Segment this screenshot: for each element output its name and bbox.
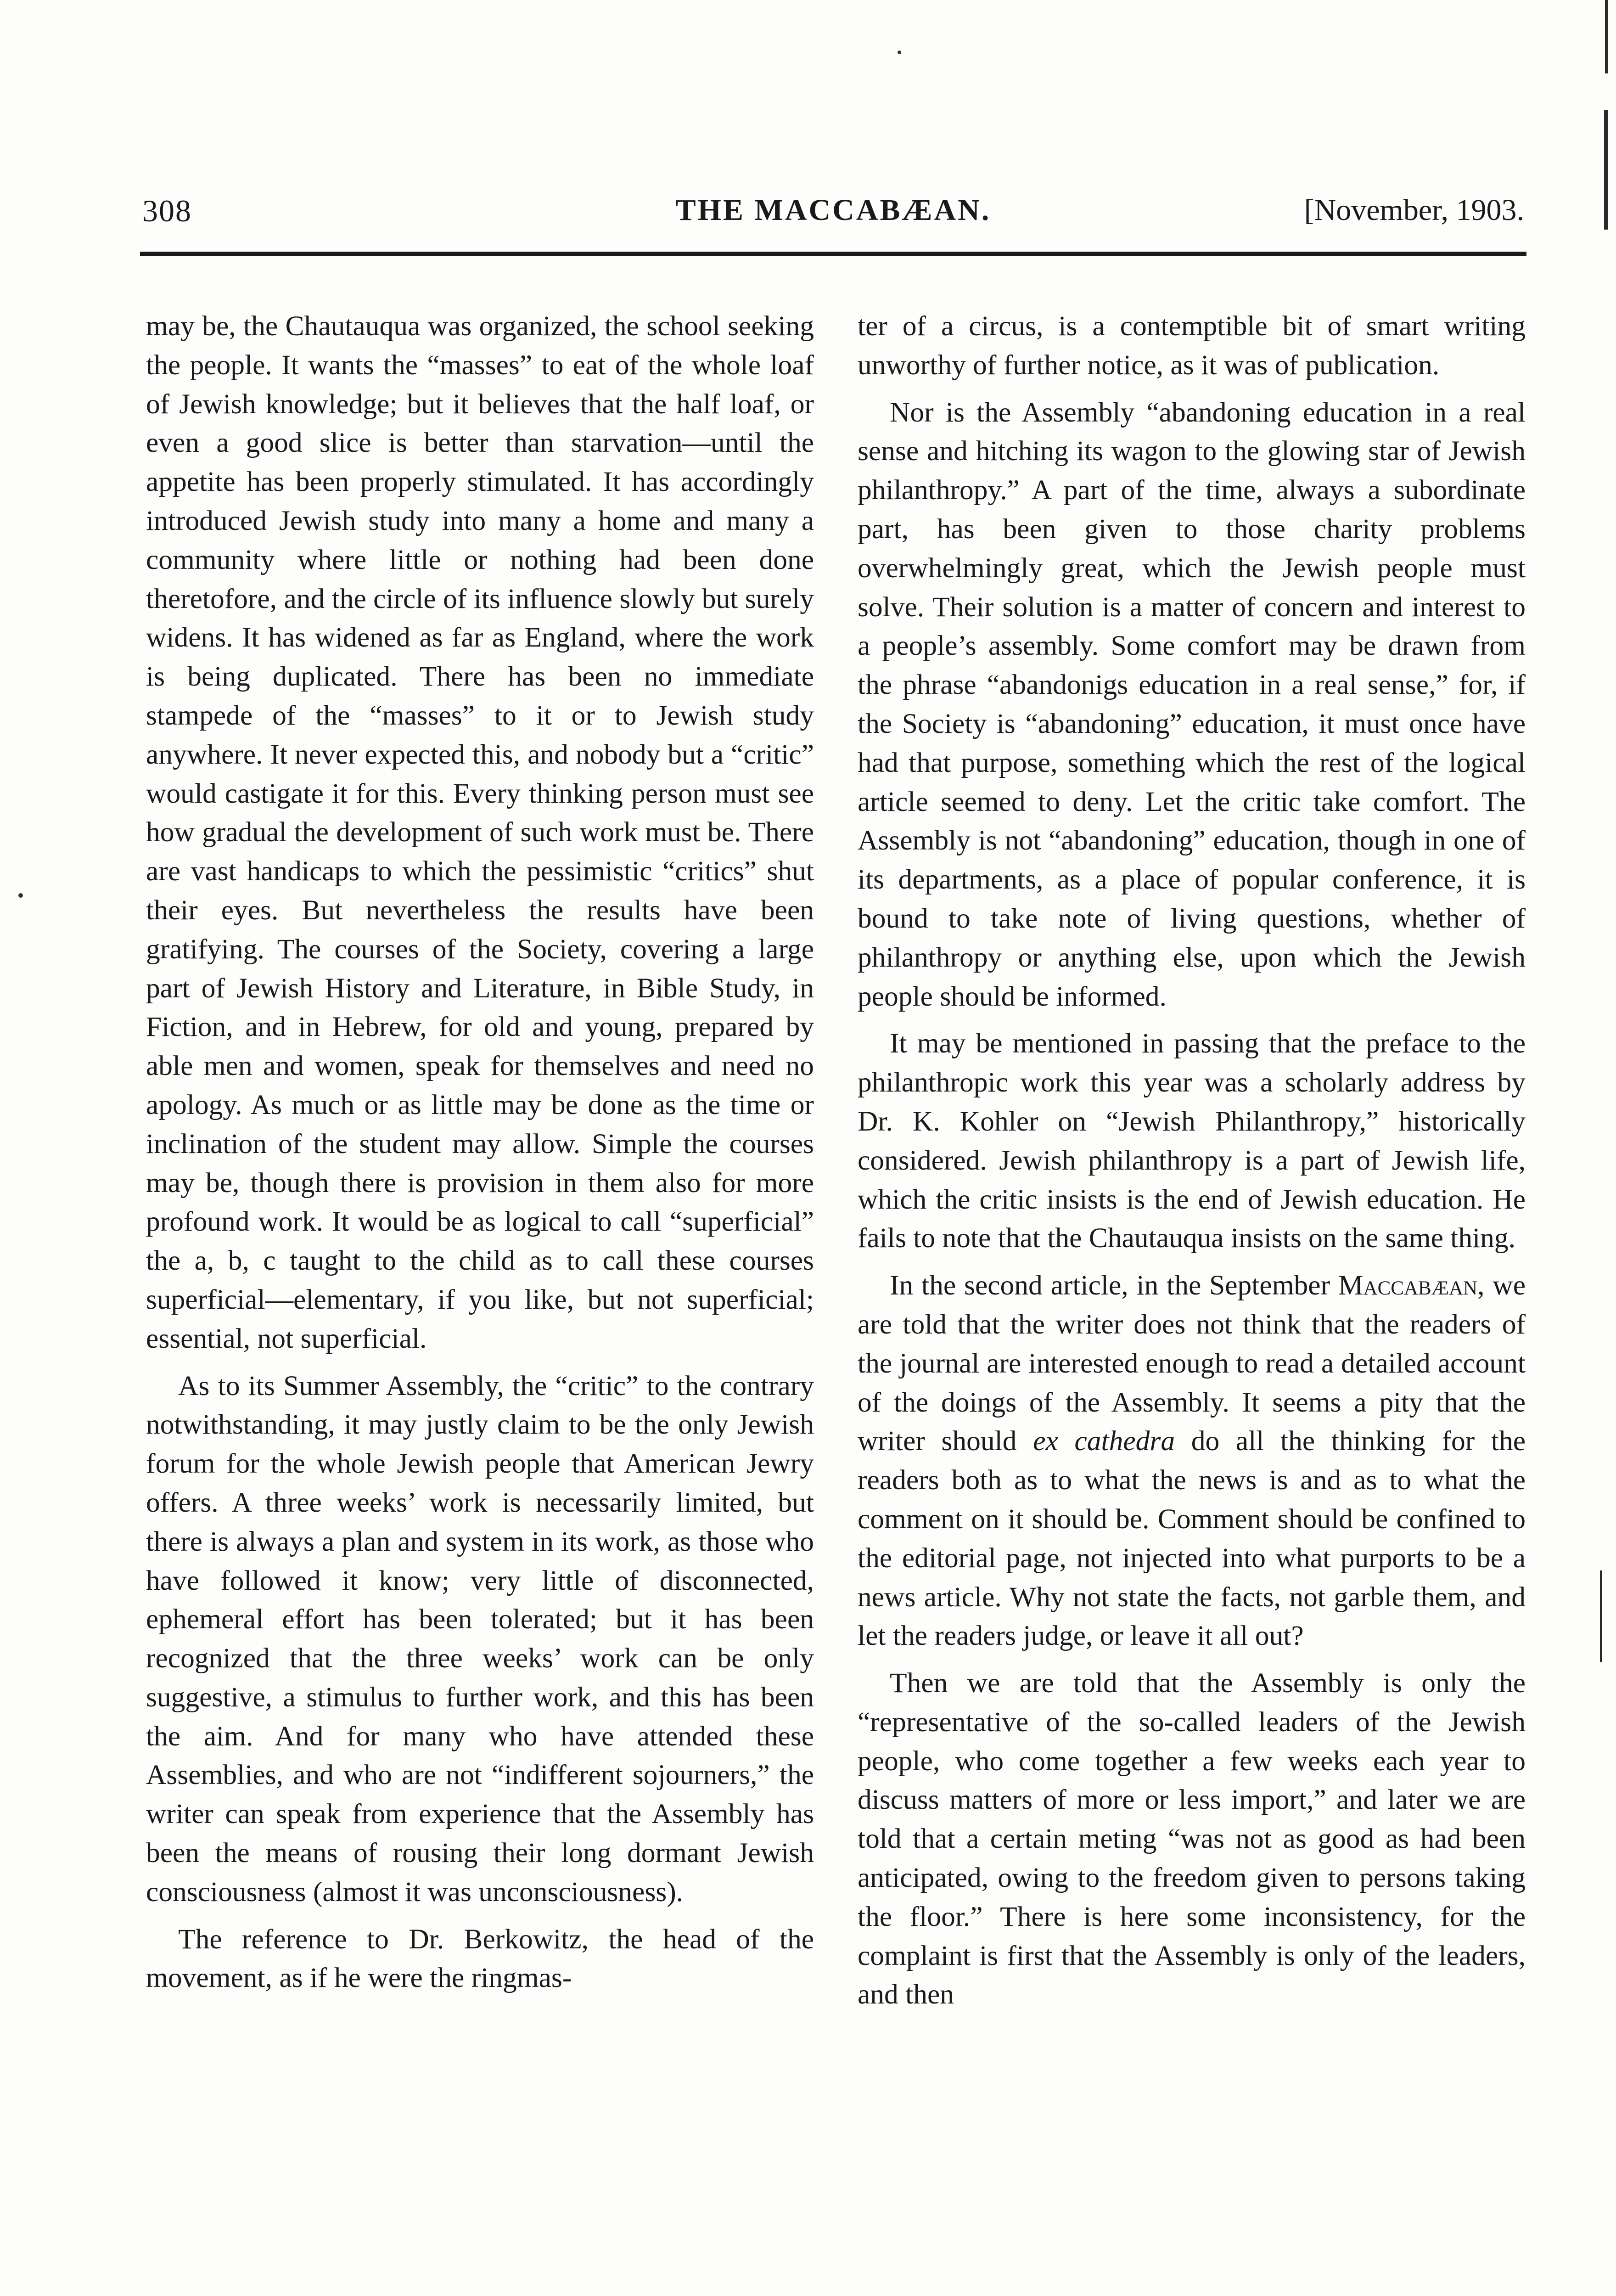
paragraph: ter of a circus, is a contemptible bit of smart writing unworthy of further notice, as it was of publication.: [858, 310, 1526, 381]
left-column: [146, 307, 814, 2006]
latin-phrase: ex cathedra: [1033, 1425, 1175, 1457]
right-column: [858, 307, 1526, 2022]
paragraph: As to its Summer Assembly, the “critic” to the contrary notwithstanding, it may justly claim to be the only Jewish forum for the whole Jewish people that American Jewry offers. A three weeks’ work is necessarily limited, but there is always a plan and system in its work, as those who have followed it know; very little of disconnected, ephemeral effort has been tolerated; but it has been recognized that the three weeks’ work can be only suggestive, a stimulus to further work, and this has been the aim. And for many who have attended these Assemblies, and who are not “indifferent sojourners,” the writer can speak from experience that the Assembly has been the means of rousing their long dormant Jewish consciousness (almost it was unconsciousness).: [146, 1370, 814, 1908]
scan-edge-mark: [1604, 110, 1608, 230]
paragraph: Then we are told that the Assembly is only the “representative of the so-called leaders of the Jewish people, who come together a few weeks each year to discuss matters of more or less import,” and later we are told that a certain meting “was not as good as had been anticipated, owing to the freedom given to persons taking the floor.” There is here some inconsistency, for the complaint is first that the Assembly is only of the leaders, and then: [858, 1667, 1526, 2010]
page-number: 308: [142, 193, 192, 228]
scan-speck: [898, 51, 901, 54]
running-header: [142, 193, 1524, 234]
text-run: do all the thinking for the readers both as to what the news is and as to what the comment on it should be. Comment should be confined to the editorial page, not injected into what purports to be a news article. Why not state the facts, not garble them, and let the readers judge, or leave it all out?: [858, 1425, 1526, 1652]
paragraph: The reference to Dr. Berkowitz, the head of the movement, as if he were the ringmas-: [146, 1923, 814, 1994]
text-run: , we are told that the writer does not think that the readers of the journal are interested enough to read a detailed account of the doings of the Assembly. It seems a pity that the writer should: [858, 1270, 1526, 1457]
scan-edge-mark: [1600, 1570, 1602, 1662]
paragraph: [858, 1266, 1526, 1655]
journal-title: THE MACCABÆAN.: [675, 193, 991, 227]
paragraph: It may be mentioned in passing that the preface to the philanthropic work this year was a scholarly address by Dr. K. Kohler on “Jewish Philanthropy,” historically considered. Jewish philanthropy is a part of Jewish life, which the critic insists is the end of Jewish education. He fails to note that the Chautauqua insists on the same thing.: [858, 1028, 1526, 1254]
paragraph: Nor is the Assembly “abandoning education in a real sense and hitching its wagon to the glowing star of Jewish philanthropy.” A part of the time, always a subordinate part, has been given to those charity problems overwhelmingly great, which the Jewish people must solve. Their solution is a matter of concern and interest to a people’s assembly. Some comfort may be drawn from the phrase “abandonigs education in a real sense,” for, if the Society is “abandoning” education, it must once have had that purpose, something which the rest of the logical article seemed to deny. Let the critic take comfort. The Assembly is not “abandoning” education, though in one of its departments, as a place of popular conference, it is bound to take note of living questions, whether of philanthropy or anything else, upon which the Jewish people should be informed.: [858, 396, 1526, 1012]
scan-speck: [18, 893, 23, 898]
scan-edge-mark: [1605, 0, 1608, 73]
paragraph: may be, the Chautauqua was organized, the school seeking the people. It wants the “masses” to eat of the whole loaf of Jewish knowledge; but it believes that the half loaf, or even a good slice is better than starvation—until the appetite has been properly stimulated. It has accordingly introduced Jewish study into many a home and many a community where little or nothing had been done theretofore, and the circle of its influence slowly but surely widens. It has widened as far as England, where the work is being duplicated. There has been no immediate stampede of the “masses” to it or to Jewish study anywhere. It never expected this, and nobody but a “critic” would castigate it for this. Every thinking person must see how gradual the development of such work must be. There are vast handicaps to which the pessimistic “critics” shut their eyes. But nevertheless the results have been gratifying. The courses of the Society, covering a large part of Jewish History and Literature, in Bible Study, in Fiction, and in Hebrew, for old and young, prepared by able men and women, speak for themselves and need no apology. As much or as little may be done as the time or inclination of the student may allow. Simple the courses may be, though there is provision in them also for more profound work. It would be as logical to call “superficial” the a, b, c taught to the child as to call these courses superficial—elementary, if you like, but not superficial; essential, not superficial.: [146, 310, 814, 1354]
text-run: In the second article, in the September: [890, 1270, 1330, 1301]
journal-name: Maccabæan: [1338, 1270, 1478, 1301]
header-rule: [140, 252, 1526, 256]
issue-date: [November, 1903.: [1304, 193, 1524, 227]
